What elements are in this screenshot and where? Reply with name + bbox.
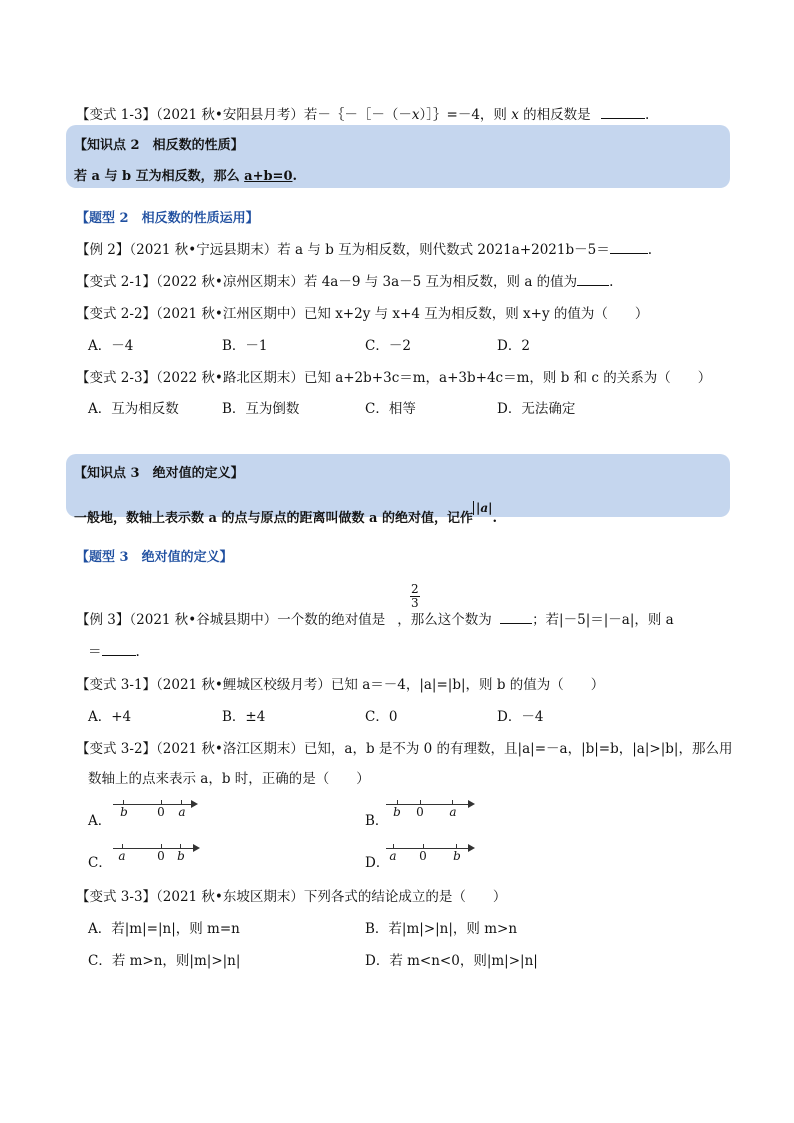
problem-label: 【例 2】 xyxy=(76,242,130,258)
variant-3-1 xyxy=(76,673,604,693)
var-x: x xyxy=(411,107,420,123)
arrow-icon xyxy=(468,800,475,808)
option-c[interactable]: C．若 m>n，则|m|>|n| xyxy=(88,953,241,969)
variant-2-1: 【变式 2-1】（2022 秋•凉州区期末）若 4a－9 与 3a－5 互为相反数，则 a 的值为 . xyxy=(76,274,614,290)
variant-3-2 xyxy=(76,737,732,757)
problem-label: 【变式 2-1】 xyxy=(76,274,157,290)
problem-text: 若 4a－9 与 3a－5 互为相反数，则 a 的值为 xyxy=(303,274,578,290)
example-3-line2: ＝ . xyxy=(88,644,140,660)
knowledge-point-body xyxy=(74,501,497,526)
origin-label: 0 xyxy=(157,805,165,819)
knowledge-point-body xyxy=(74,165,297,184)
option-letter: A． xyxy=(88,813,112,829)
problem-source: （2021 秋•安阳县月考） xyxy=(156,107,304,123)
option-d[interactable]: D．无法确定 xyxy=(497,401,576,417)
point-label: a xyxy=(449,805,457,819)
problem-source: （2021 秋•东坡区期末） xyxy=(156,889,304,905)
problem-text: 已知 a＝－4，|a|=|b|，则 b 的值为（ ） xyxy=(330,677,605,693)
knowledge-point-title: 【知识点 2 相反数的性质】 xyxy=(74,138,244,153)
problem-text: ）］｝=－4，则 xyxy=(419,107,512,123)
problem-text: ，那么这个数为 xyxy=(397,612,492,628)
option-letter: B． xyxy=(365,813,389,829)
answer-blank xyxy=(601,105,645,119)
point-label: b xyxy=(177,849,185,863)
problem-label: 【变式 1-3】 xyxy=(76,107,157,123)
period: . xyxy=(292,169,298,184)
variant-2-2 xyxy=(76,302,648,322)
option-b[interactable]: B．±4 xyxy=(222,709,266,725)
abs-notation: |a| xyxy=(473,501,493,515)
fraction-two-thirds xyxy=(410,583,420,610)
variant-3-3 xyxy=(76,885,506,905)
option-a[interactable] xyxy=(88,809,111,829)
problem-text: 下列各式的结论成立的是（ ） xyxy=(303,889,507,905)
option-letter: C． xyxy=(88,855,112,871)
formula: a+b=0 xyxy=(244,169,293,184)
example-3 xyxy=(76,608,674,628)
arrow-icon xyxy=(468,844,475,852)
example-2: 【例 2】（2021 秋•宁远县期末）若 a 与 b 互为相反数，则代数式 2021a+2021b－5＝ . xyxy=(76,242,653,258)
option-a[interactable]: A．互为相反数 xyxy=(88,401,179,417)
fraction-denominator: 3 xyxy=(411,596,419,610)
arrow-icon xyxy=(193,844,200,852)
problem-text: 若 a 与 b 互为相反数，则代数式 2021a+2021b－5＝ xyxy=(277,242,610,258)
problem-label: 【变式 2-3】 xyxy=(76,370,157,386)
option-b[interactable]: B．－1 xyxy=(222,338,268,354)
var-x: x xyxy=(511,107,519,123)
knowledge-point-title: 【知识点 3 绝对值的定义】 xyxy=(74,466,244,481)
problem-label: 【变式 3-2】 xyxy=(76,741,157,757)
problem-label: 【变式 2-2】 xyxy=(76,306,157,322)
option-a[interactable]: A．－4 xyxy=(88,338,134,354)
answer-blank xyxy=(102,642,136,656)
problem-source: （2022 秋•路北区期末） xyxy=(156,370,304,386)
point-label: b xyxy=(120,805,128,819)
point-label: b xyxy=(453,849,461,863)
point-label: a xyxy=(118,849,126,863)
problem-source: （2021 秋•洛江区期末） xyxy=(156,741,304,757)
origin-label: 0 xyxy=(157,849,165,863)
body-text: 若 a 与 b 互为相反数，那么 xyxy=(74,169,245,184)
option-b[interactable]: B．若|m|>|n|，则 m>n xyxy=(365,921,518,937)
problem-text: 已知，a，b 是不为 0 的有理数，且|a|=－a，|b|=b，|a|>|b|，那么用 xyxy=(303,741,733,757)
problem-source: （2021 秋•江州区期中） xyxy=(156,306,304,322)
option-b[interactable]: B．互为倒数 xyxy=(222,401,300,417)
fraction-numerator: 2 xyxy=(411,582,419,596)
option-c[interactable]: C．0 xyxy=(365,709,398,725)
option-c[interactable]: C．－2 xyxy=(365,338,411,354)
section-title-3: 【题型 3 绝对值的定义】 xyxy=(76,550,233,565)
problem-source: （2022 秋•凉州区期末） xyxy=(156,274,304,290)
answer-blank xyxy=(610,240,648,254)
option-c[interactable] xyxy=(88,851,112,871)
option-d[interactable] xyxy=(365,851,389,871)
option-d[interactable]: D．2 xyxy=(497,338,530,354)
option-b[interactable] xyxy=(365,809,388,829)
problem-text: ；若|－5|＝|－a|，则 a xyxy=(532,612,674,628)
period: . xyxy=(492,511,497,526)
problem-source: （2021 秋•谷城县期中） xyxy=(129,612,278,628)
answer-blank xyxy=(500,610,532,624)
variant-3-2-line2: 数轴上的点来表示 a，b 时，正确的是（ ） xyxy=(88,771,370,787)
option-d[interactable]: D．－4 xyxy=(497,709,544,725)
option-d[interactable]: D．若 m<n<0，则|m|>|n| xyxy=(365,953,538,969)
arrow-icon xyxy=(191,800,198,808)
option-a[interactable]: A．+4 xyxy=(88,709,132,725)
problem-text: 已知 x+2y 与 x+4 互为相反数，则 x+y 的值为（ ） xyxy=(303,306,649,322)
problem-text: 已知 a+2b+3c＝m，a+3b+4c＝m，则 b 和 c 的关系为（ ） xyxy=(303,370,712,386)
answer-blank xyxy=(577,272,609,286)
problem-label: 【例 3】 xyxy=(76,612,130,628)
point-label: a xyxy=(389,849,397,863)
problem-label: 【变式 3-3】 xyxy=(76,889,157,905)
problem-source: （2021 秋•宁远县期末） xyxy=(129,242,278,258)
problem-text: 若－｛－［－（－ xyxy=(303,107,412,123)
option-letter: D． xyxy=(365,855,390,871)
option-c[interactable]: C．相等 xyxy=(365,401,416,417)
point-label: b xyxy=(393,805,401,819)
origin-label: 0 xyxy=(416,805,424,819)
origin-label: 0 xyxy=(419,849,427,863)
problem-text: 的相反数是 xyxy=(518,107,591,123)
knowledge-point-2-box xyxy=(66,125,730,188)
problem-source: （2021 秋•鲤城区校级月考） xyxy=(156,677,331,693)
body-text: 一般地，数轴上表示数 a 的点与原点的距离叫做数 a 的绝对值，记作 xyxy=(74,511,473,526)
section-title-2: 【题型 2 相反数的性质运用】 xyxy=(76,211,259,226)
problem-label: 【变式 3-1】 xyxy=(76,677,157,693)
problem-text: 一个数的绝对值是 xyxy=(277,612,386,628)
point-label: a xyxy=(178,805,186,819)
variant-2-3 xyxy=(76,366,711,386)
option-a[interactable]: A．若|m|=|n|，则 m=n xyxy=(88,921,240,937)
variant-1-3: 【变式 1-3】（2021 秋•安阳县月考）若－｛－［－（－x）］｝=－4，则 x 的相反数是 . xyxy=(76,107,650,123)
equals-sign: ＝ xyxy=(88,644,102,660)
